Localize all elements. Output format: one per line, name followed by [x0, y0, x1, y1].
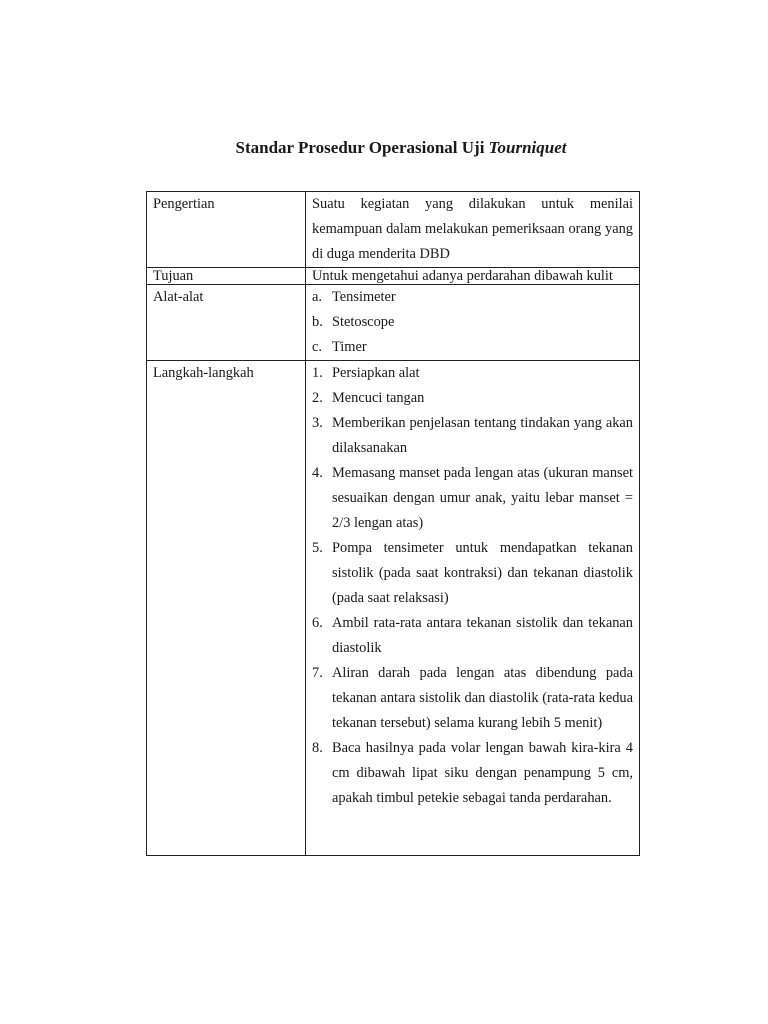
list-item-text: Stetoscope	[332, 314, 395, 330]
row-label-pengertian: Pengertian	[147, 192, 306, 268]
list-marker: a.	[312, 289, 322, 305]
list-item-text: Memberikan penjelasan tentang tindakan yang akan dilaksanakan	[332, 415, 633, 456]
list-marker: 3.	[312, 415, 323, 431]
list-item	[312, 310, 633, 335]
list-item-text: Ambil rata-rata antara tekanan sistolik dan tekanan diastolik	[332, 615, 633, 656]
list-item	[312, 285, 633, 310]
list-item	[312, 411, 633, 461]
row-content-pengertian	[306, 192, 640, 268]
document-title	[0, 136, 768, 160]
list-marker: 2.	[312, 390, 323, 406]
table-row-langkah	[147, 361, 640, 856]
table-row-pengertian	[147, 192, 640, 268]
list-marker: 8.	[312, 740, 323, 756]
list-item	[312, 386, 633, 411]
row-content-tujuan: Untuk mengetahui adanya perdarahan dibawah kulit	[306, 268, 640, 285]
list-marker: c.	[312, 339, 322, 355]
list-marker: 1.	[312, 365, 323, 381]
title-italic-text: Tourniquet	[488, 138, 567, 157]
list-marker: 5.	[312, 540, 323, 556]
list-item	[312, 611, 633, 661]
alat-list	[312, 285, 633, 360]
title-main-text: Standar Prosedur Operasional Uji	[235, 138, 489, 157]
list-item-text: Aliran darah pada lengan atas dibendung pada tekanan antara sistolik dan diastolik (rata-rata kedua tekanan tersebut) selama kurang lebih 5 menit)	[332, 665, 633, 731]
list-item-text: Memasang manset pada lengan atas (ukuran manset sesuaikan dengan umur anak, yaitu lebar manset = 2/3 lengan atas)	[332, 465, 633, 531]
sop-table	[146, 191, 640, 856]
table-row-tujuan	[147, 268, 640, 285]
list-item-text: Persiapkan alat	[332, 365, 420, 381]
list-marker: 4.	[312, 465, 323, 481]
langkah-list	[312, 361, 633, 811]
list-item	[312, 361, 633, 386]
table-row-alat	[147, 285, 640, 361]
list-item-text: Timer	[332, 339, 367, 355]
list-item	[312, 736, 633, 811]
list-item	[312, 661, 633, 736]
row-content-alat	[306, 285, 640, 361]
list-marker: 6.	[312, 615, 323, 631]
row-label-alat: Alat-alat	[147, 285, 306, 361]
list-item-text: Baca hasilnya pada volar lengan bawah kira-kira 4 cm dibawah lipat siku dengan penampung 5 cm, apakah timbul petekie sebagai tanda perdarahan.	[332, 740, 633, 806]
list-item-text: Tensimeter	[332, 289, 396, 305]
list-item-text: Pompa tensimeter untuk mendapatkan tekanan sistolik (pada saat kontraksi) dan tekanan diastolik (pada saat relaksasi)	[332, 540, 633, 606]
list-item	[312, 536, 633, 611]
list-marker: b.	[312, 314, 323, 330]
list-marker: 7.	[312, 665, 323, 681]
list-item	[312, 335, 633, 360]
row-content-langkah	[306, 361, 640, 856]
row-label-langkah: Langkah-langkah	[147, 361, 306, 856]
pengertian-text: Suatu kegiatan yang dilakukan untuk menilai kemampuan dalam melakukan pemeriksaan orang yang di duga menderita DBD	[312, 196, 633, 262]
list-item-text: Mencuci tangan	[332, 390, 425, 406]
row-label-tujuan: Tujuan	[147, 268, 306, 285]
list-item	[312, 461, 633, 536]
